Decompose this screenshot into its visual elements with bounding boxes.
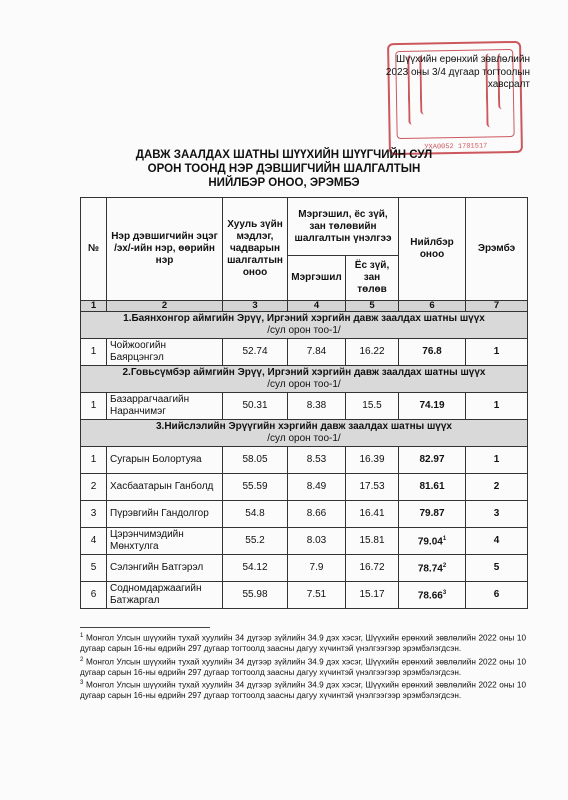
cell-candidate-name bbox=[107, 555, 223, 582]
cell-professionalism bbox=[288, 582, 346, 609]
cell-rank-text: 1 bbox=[493, 346, 500, 357]
cell-rank-text: 1 bbox=[493, 454, 500, 465]
cell-rank-text: 5 bbox=[493, 562, 500, 573]
cell-number bbox=[81, 501, 107, 528]
cell-candidate-name bbox=[107, 528, 223, 555]
cell-total-score-text: 82.97 bbox=[419, 454, 445, 465]
cell-rank-text: 4 bbox=[493, 535, 500, 546]
cell-law-score bbox=[223, 447, 288, 474]
annex-note-line: Шүүхийн ерөнхий зөвлөлийн bbox=[396, 54, 530, 65]
cell-total-score-text: 79.04 bbox=[417, 536, 443, 548]
footnote-mark: 3 bbox=[80, 680, 84, 687]
header-candidate-name: Нэр дэвшигчийн эцэг /эх/-ийн нэр, өөрийн нэр bbox=[107, 198, 223, 301]
cell-law-score bbox=[223, 528, 288, 555]
column-number: 6 bbox=[399, 301, 466, 312]
section-row bbox=[81, 312, 528, 339]
cell-candidate-name bbox=[107, 339, 223, 366]
cell-number-text: 1 bbox=[90, 454, 97, 465]
cell-rank-text: 3 bbox=[493, 508, 500, 519]
cell-number bbox=[81, 528, 107, 555]
column-number: 7 bbox=[466, 301, 528, 312]
cell-ethics-text: 16.39 bbox=[359, 454, 385, 465]
column-number-row bbox=[81, 301, 528, 312]
cell-number-text: 2 bbox=[90, 481, 97, 492]
cell-ethics-text: 15.5 bbox=[362, 400, 382, 411]
footnote-divider bbox=[80, 627, 210, 628]
cell-professionalism-text: 7.51 bbox=[306, 589, 327, 600]
cell-total-score bbox=[399, 474, 466, 501]
cell-rank bbox=[466, 555, 528, 582]
cell-total-score-text: 74.19 bbox=[419, 400, 445, 411]
cell-number-text: 3 bbox=[90, 508, 97, 519]
table-row bbox=[81, 393, 528, 420]
cell-professionalism-text: 7.9 bbox=[309, 562, 324, 573]
section-row bbox=[81, 366, 528, 393]
cell-law-score-text: 55.59 bbox=[242, 481, 268, 492]
cell-law-score-text: 58.05 bbox=[242, 454, 268, 465]
results-table-body bbox=[81, 312, 528, 609]
cell-ethics-text: 16.72 bbox=[359, 562, 385, 573]
cell-number bbox=[81, 393, 107, 420]
cell-ethics-text: 16.22 bbox=[359, 346, 385, 357]
cell-ethics-text: 15.81 bbox=[359, 535, 385, 546]
footnote bbox=[80, 678, 526, 702]
header-assessment-group: Мэргэшил, ёс зүй, зан төлөвийн шалгалтын үнэлгээ bbox=[288, 198, 399, 256]
cell-rank-text: 2 bbox=[493, 481, 500, 492]
table-row bbox=[81, 555, 528, 582]
cell-rank bbox=[466, 393, 528, 420]
cell-rank bbox=[466, 528, 528, 555]
cell-ethics bbox=[346, 582, 399, 609]
cell-candidate-name-text: Сугарын Болортуяа bbox=[110, 454, 202, 465]
table-row bbox=[81, 339, 528, 366]
table-row bbox=[81, 582, 528, 609]
cell-professionalism-text: 8.38 bbox=[306, 400, 327, 411]
cell-law-score-text: 54.12 bbox=[242, 562, 268, 573]
cell-rank-text: 6 bbox=[493, 589, 500, 600]
section-subtitle: /сул орон тоо-1/ bbox=[267, 325, 341, 336]
header-rank: Эрэмбэ bbox=[466, 198, 528, 301]
cell-ethics bbox=[346, 528, 399, 555]
cell-law-score bbox=[223, 393, 288, 420]
stamp-number: УХА0052 1701517 bbox=[424, 142, 488, 152]
section-heading bbox=[81, 420, 528, 447]
cell-ethics bbox=[346, 447, 399, 474]
section-heading bbox=[81, 312, 528, 339]
cell-number bbox=[81, 474, 107, 501]
cell-candidate-name-text: Пүрэвгийн Гандолгор bbox=[110, 508, 209, 519]
footnotes bbox=[80, 631, 526, 702]
cell-professionalism-text: 8.66 bbox=[306, 508, 327, 519]
footnote-text: Монгол Улсын шүүхийн тухай хуулийн 34 дүгээр зүйлийн 34.9 дэх хэсэг, Шүүхийн ерөнхий зөвлөлийн 2022 оны 10 дугаар сарын 16-ны өдрийн 297 дугаар тогтоолд заасны дагуу хүчинтэй үнэлгээгээр эрэмбэлэгдсэн. bbox=[80, 633, 526, 654]
cell-rank bbox=[466, 582, 528, 609]
header-law-score: Хууль зүйн мэдлэг, чадварын шалгалтын оноо bbox=[223, 198, 288, 301]
cell-total-score-text: 81.61 bbox=[419, 481, 445, 492]
section-heading bbox=[81, 366, 528, 393]
header-total-score: Нийлбэр оноо bbox=[399, 198, 466, 301]
cell-rank bbox=[466, 501, 528, 528]
cell-candidate-name-text: Содномдаржаагийн Батжаргал bbox=[110, 583, 202, 606]
cell-candidate-name-text: Базаррагчаагийн Наранчимэг bbox=[110, 394, 190, 417]
cell-professionalism bbox=[288, 447, 346, 474]
footnote-text: Монгол Улсын шүүхийн тухай хуулийн 34 дүгээр зүйлийн 34.9 дэх хэсэг, Шүүхийн ерөнхий зөвлөлийн 2022 оны 10 дугаар сарын 16-ны өдрийн 297 дугаар тогтоолд заасны дагуу хүчинтэй үнэлгээгээр эрэмбэлэгдсэн. bbox=[80, 657, 526, 677]
cell-law-score bbox=[223, 582, 288, 609]
cell-professionalism-text: 7.84 bbox=[306, 346, 327, 357]
cell-number bbox=[81, 339, 107, 366]
cell-rank bbox=[466, 447, 528, 474]
table-row bbox=[81, 474, 528, 501]
cell-professionalism bbox=[288, 339, 346, 366]
cell-total-score bbox=[399, 339, 466, 366]
cell-law-score bbox=[223, 501, 288, 528]
cell-professionalism bbox=[288, 501, 346, 528]
column-number: 5 bbox=[346, 301, 399, 312]
cell-total-score bbox=[399, 393, 466, 420]
cell-law-score bbox=[223, 555, 288, 582]
cell-total-score-text: 76.8 bbox=[422, 346, 442, 357]
annex-note-line: 2023 оны 3/4 дүгаар тогтоолын bbox=[385, 66, 530, 78]
cell-total-score-text: 79.87 bbox=[419, 508, 445, 519]
cell-professionalism-text: 8.53 bbox=[306, 454, 327, 465]
cell-professionalism bbox=[288, 555, 346, 582]
cell-total-score bbox=[399, 447, 466, 474]
section-title: 1.Баянхонгор аймгийн Эрүү, Иргэний хэргийн давж заалдах шатны шүүх bbox=[123, 313, 485, 324]
cell-ethics bbox=[346, 474, 399, 501]
section-title: 2.Говьсүмбэр аймгийн Эрүү, Иргэний хэргийн давж заалдах шатны шүүх bbox=[122, 367, 486, 378]
table-row bbox=[81, 447, 528, 474]
footnote-reference: 2 bbox=[442, 563, 447, 570]
cell-candidate-name-text: Сэлэнгийн Батгэрэл bbox=[110, 562, 204, 573]
table-row bbox=[81, 501, 528, 528]
title-line: ОРОН ТООНД НЭР ДЭВШИГЧИЙН ШАЛГАЛТЫН bbox=[147, 163, 421, 175]
cell-professionalism-text: 8.49 bbox=[306, 481, 327, 492]
cell-ethics bbox=[346, 339, 399, 366]
cell-number bbox=[81, 582, 107, 609]
results-table bbox=[80, 197, 528, 609]
table-row bbox=[81, 528, 528, 555]
cell-rank bbox=[466, 474, 528, 501]
cell-number-text: 1 bbox=[90, 346, 97, 357]
document-title bbox=[0, 148, 568, 190]
cell-candidate-name bbox=[107, 447, 223, 474]
footnote-text: Монгол Улсын шүүхийн тухай хуулийн 34 дүгээр зүйлийн 34.9 дэх хэсэг, Шүүхийн ерөнхий зөвлөлийн 2022 оны 10 дугаар сарын 16-ны өдрийн 297 дугаар тогтоолд заасны дагуу хүчинтэй үнэлгээгээр эрэмбэлэгдсэн. bbox=[80, 680, 526, 701]
annex-note bbox=[386, 54, 530, 92]
cell-total-score-text: 78.66 bbox=[417, 590, 443, 602]
cell-law-score-text: 50.31 bbox=[242, 400, 268, 411]
cell-rank bbox=[466, 339, 528, 366]
cell-professionalism bbox=[288, 528, 346, 555]
cell-candidate-name bbox=[107, 393, 223, 420]
cell-rank-text: 1 bbox=[493, 400, 500, 411]
section-subtitle: /сул орон тоо-1/ bbox=[267, 433, 341, 444]
cell-ethics bbox=[346, 393, 399, 420]
cell-total-score-text: 78.74 bbox=[417, 563, 443, 575]
header-professionalism: Мэргэшил bbox=[288, 256, 346, 301]
cell-ethics-text: 17.53 bbox=[359, 481, 385, 492]
cell-candidate-name-text: Чойжоогийн Баярцэнгэл bbox=[110, 340, 166, 363]
cell-ethics bbox=[346, 555, 399, 582]
cell-total-score bbox=[399, 528, 466, 555]
annex-note-line: хавсралт bbox=[487, 79, 530, 90]
footnote-mark: 2 bbox=[80, 656, 84, 663]
footnote-reference: 3 bbox=[442, 590, 447, 597]
cell-professionalism bbox=[288, 393, 346, 420]
section-title: 3.Нийслэлийн Эрүүгийн хэргийн давж заалдах шатны шүүх bbox=[155, 421, 452, 432]
footnote-reference: 1 bbox=[442, 536, 447, 543]
cell-total-score bbox=[399, 555, 466, 582]
cell-law-score bbox=[223, 474, 288, 501]
cell-law-score-text: 55.2 bbox=[245, 535, 265, 546]
section-row bbox=[81, 420, 528, 447]
cell-candidate-name-text: Цэрэнчимэдийн Мөнхтулга bbox=[110, 529, 184, 552]
cell-law-score bbox=[223, 339, 288, 366]
cell-professionalism bbox=[288, 474, 346, 501]
title-line: ДАВЖ ЗААЛДАХ ШАТНЫ ШҮҮХИЙН ШҮҮГЧИЙН СУЛ bbox=[135, 149, 433, 161]
cell-number-text: 6 bbox=[90, 589, 97, 600]
cell-law-score-text: 54.8 bbox=[245, 508, 265, 519]
cell-number bbox=[81, 555, 107, 582]
cell-ethics-text: 15.17 bbox=[359, 589, 385, 600]
cell-law-score-text: 52.74 bbox=[242, 346, 268, 357]
section-subtitle: /сул орон тоо-1/ bbox=[267, 379, 341, 390]
cell-total-score bbox=[399, 582, 466, 609]
cell-law-score-text: 55.98 bbox=[242, 589, 268, 600]
cell-number bbox=[81, 447, 107, 474]
cell-ethics-text: 16.41 bbox=[359, 508, 385, 519]
footnote-mark: 1 bbox=[80, 633, 84, 639]
column-number: 1 bbox=[81, 301, 107, 312]
cell-candidate-name bbox=[107, 501, 223, 528]
header-number: № bbox=[81, 198, 107, 301]
column-number: 4 bbox=[288, 301, 346, 312]
column-number: 2 bbox=[107, 301, 223, 312]
footnote bbox=[80, 631, 526, 655]
cell-candidate-name bbox=[107, 474, 223, 501]
footnote bbox=[80, 655, 526, 679]
cell-number-text: 4 bbox=[90, 535, 97, 546]
cell-number-text: 1 bbox=[90, 400, 97, 411]
cell-number-text: 5 bbox=[90, 562, 97, 573]
cell-candidate-name-text: Хасбаатарын Ганболд bbox=[110, 481, 214, 492]
cell-total-score bbox=[399, 501, 466, 528]
cell-candidate-name bbox=[107, 582, 223, 609]
column-number: 3 bbox=[223, 301, 288, 312]
header-ethics: Ёс зүй, зан төлөв bbox=[346, 256, 399, 301]
cell-professionalism-text: 8.03 bbox=[306, 535, 327, 546]
title-line: НИЙЛБЭР ОНОО, ЭРЭМБЭ bbox=[208, 177, 360, 189]
cell-ethics bbox=[346, 501, 399, 528]
